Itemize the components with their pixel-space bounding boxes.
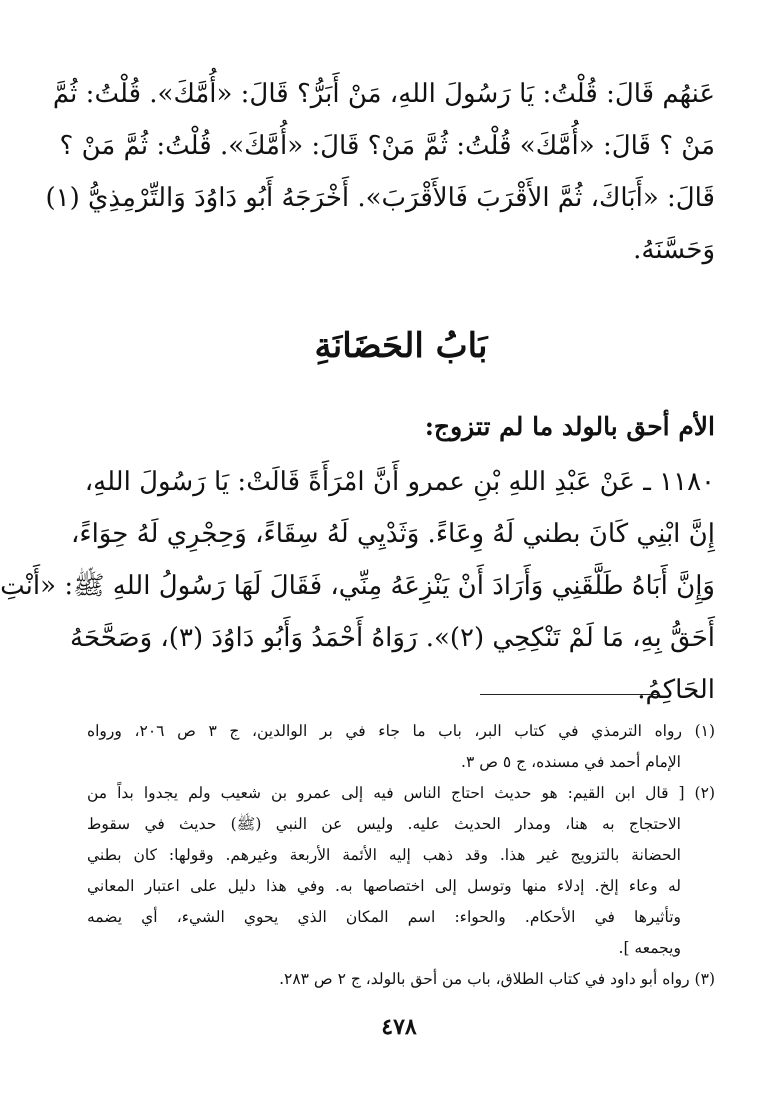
footnote-line: (٢) [ قال ابن القيم: هو حديث احتاج الناس فيه إلى عمرو بن شعيب ولم يجدوا بداً من: [87, 784, 715, 802]
text-line: مَنْ ؟ قَالَ: «أُمَّكَ» قُلْتُ: ثُمَّ مَنْ؟ قَالَ: «أُمَّكَ». قُلْتُ: ثُمَّ مَنْ ؟: [59, 131, 715, 161]
footnote-line: ويجمعه ].: [618, 939, 681, 957]
text-line: ١١٨٠ ـ عَنْ عَبْدِ اللهِ بْنِ عمرو أَنَّ امْرَأَةً قَالَتْ: يَا رَسُولَ اللهِ،: [84, 467, 715, 497]
footnote-3: [87, 964, 715, 995]
text-line: إِنَّ ابْنِي كَانَ بطني لَهُ وِعَاءً. وَثَدْيِي لَهُ سِقَاءً، وَحِجْرِي لَهُ حِوَاءً،: [70, 519, 715, 549]
footnote-divider: [480, 694, 660, 695]
footnote-line: وتأثيرها في الأحكام. والحواء: اسم المكان الذي يحوي الشيء، أي يضمه: [87, 908, 681, 926]
section-heading: الأم أحق بالولد ما لم تتزوج:: [424, 412, 715, 441]
footnote-2: [87, 778, 715, 964]
footnote-1: [87, 716, 715, 778]
hadith-paragraph: [0, 456, 715, 716]
page-number: ٤٧٨: [381, 1014, 417, 1040]
intro-paragraph: [45, 68, 715, 276]
chapter-title: بَابُ الحَضَانَةِ: [314, 326, 488, 366]
text-line: أَحَقُّ بِهِ، مَا لَمْ تَنْكِحِي (٢)». رَوَاهُ أَحْمَدُ وَأَبُو دَاوُدَ (٣)، وَصَحَّحَهُ: [70, 623, 715, 653]
text-line: وَإِنَّ أَبَاهُ طَلَّقَنِي وَأَرَادَ أَنْ يَنْزِعَهُ مِنِّي، فَقَالَ لَهَا رَسُولُ اللهِ ﷺ: «أَنْتِ: [0, 571, 715, 601]
footnote-line: الإمام أحمد في مسنده، ج ٥ ص ٣.: [461, 753, 681, 771]
footnotes: [87, 716, 715, 995]
text-line: الحَاكِمُ.: [637, 675, 715, 705]
footnote-line: الاحتجاج به هنا، ومدار الحديث عليه. وليس عن النبي (ﷺ) حديث في سقوط: [87, 815, 681, 833]
footnote-line: (٣) رواه أبو داود في كتاب الطلاق، باب من أحق بالولد، ج ٢ ص ٢٨٣.: [279, 970, 715, 988]
text-line: عَنهُم قَالَ: قُلْتُ: يَا رَسُولَ اللهِ، مَنْ أَبَرُّ؟ قَالَ: «أُمَّكَ». قُلْتُ: ثُمَّ: [52, 79, 715, 109]
footnote-line: (١) رواه الترمذي في كتاب البر، باب ما جاء في بر الوالدين، ج ٣ ص ٢٠٦، ورواه: [87, 722, 716, 740]
footnote-line: له وعاء إلخ. إدلاء منها وتوسل إلى اختصاصها به. وفي هذا دليل على اعتبار المعاني: [87, 877, 681, 895]
footnote-line: الحضانة بالتزويج غير هذا. وقد ذهب إليه الأئمة الأربعة وغيرهم. وقولها: كان بطني: [87, 846, 681, 864]
text-line: قَالَ: «أَبَاكَ، ثُمَّ الأَقْرَبَ فَالأَقْرَبَ». أَخْرَجَهُ أَبُو دَاوُدَ وَالتِّرْمِذِيُّ (١): [45, 183, 715, 213]
text-line: وَحَسَّنَهُ.: [633, 235, 715, 265]
